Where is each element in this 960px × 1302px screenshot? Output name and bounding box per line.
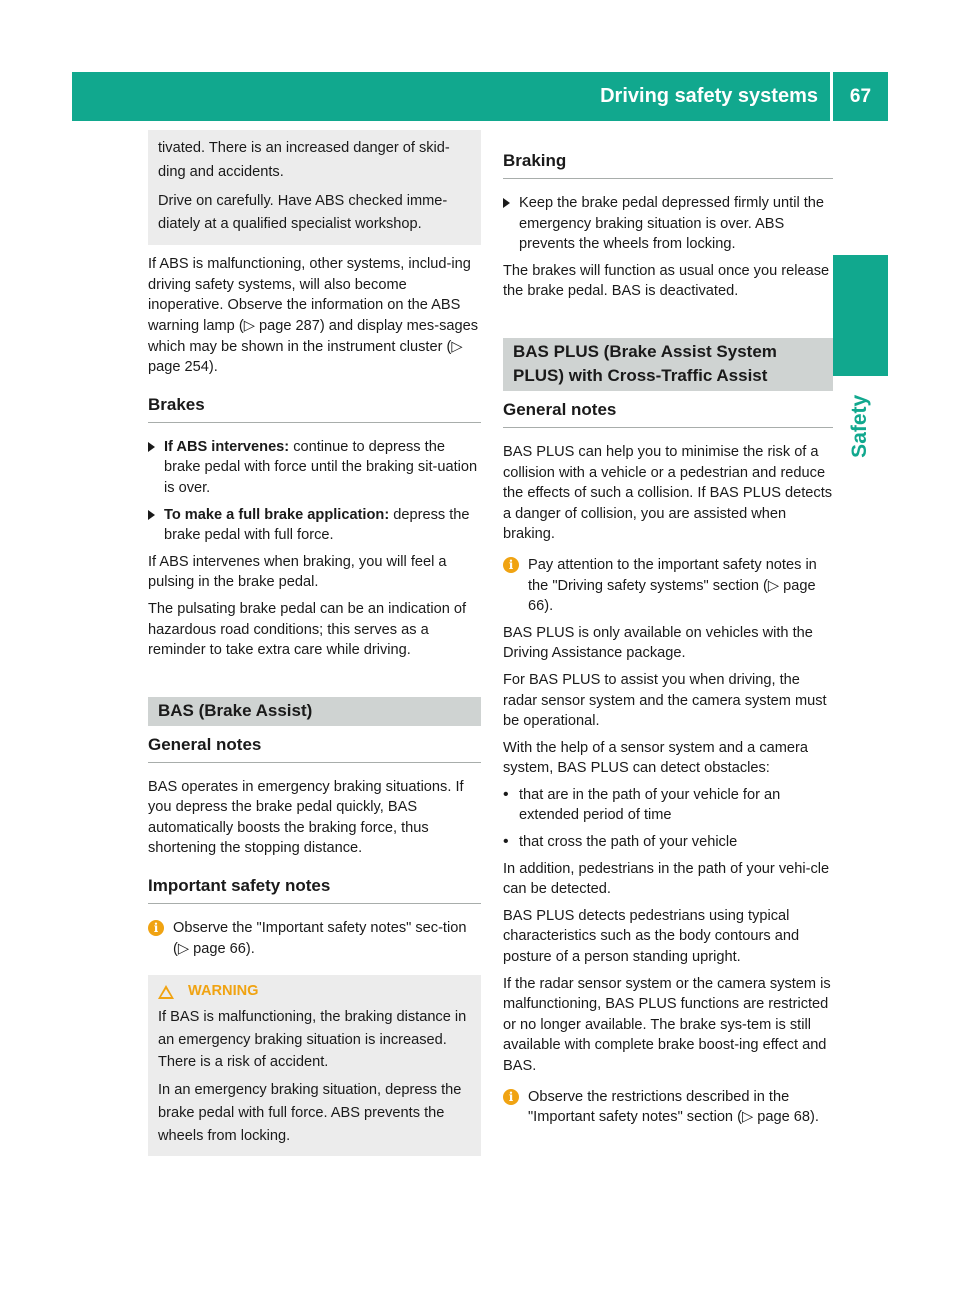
paragraph: BAS PLUS is only available on vehicles with the Driving Assistance package. [503,624,813,662]
warning-text: Drive on carefully. Have ABS checked imme-diately at a qualified specialist workshop. [158,192,448,233]
bas-section-heading: BAS (Brake Assist) [148,697,481,726]
step-text [164,437,481,499]
general-notes-heading: General notes [503,399,833,428]
section-tab [833,376,888,476]
step-body: depress the brake pedal with full force. [164,506,470,544]
abs-malfunction-paragraph: If ABS is malfunctioning, other systems, includ-ing driving safety systems, will also become inoperative. Observe the information on the ABS warning lamp (▷ page 287) and display mes-sages which may be shown in the instrument cluster (▷ page 254). [148,256,479,376]
list-item [503,832,833,853]
continued-warning-box [148,130,481,245]
step-text [164,505,481,546]
step-arrow-icon [148,505,164,546]
bas-plus-section-heading: BAS PLUS (Brake Assist System PLUS) with Cross-Traffic Assist [503,338,833,391]
list-item [503,785,833,826]
info-text: Pay attention to the important safety notes in the "Driving safety systems" section (▷ page 66). [528,556,817,615]
instruction-step [148,437,481,499]
paragraph: If the radar sensor system or the camera system is malfunctioning, BAS PLUS functions are restricted or no longer available. The brake sys-tem is still available with complete brake boost-ing effect and BAS. [503,975,831,1074]
warning-title: WARNING [188,983,259,1000]
important-safety-notes-heading: Important safety notes [148,875,481,904]
section-tab-marker [833,255,888,376]
paragraph: The brakes will function as usual once you release the brake pedal. BAS is deactivated. [503,262,830,300]
paragraph: If ABS intervenes when braking, you will feel a pulsing in the brake pedal. [148,553,447,591]
paragraph: For BAS PLUS to assist you when driving, the radar sensor system and the camera system must be operational. [503,671,827,730]
paragraph: The pulsating brake pedal can be an indication of hazardous road conditions; this serves as a reminder to take extra care while driving. [148,600,467,659]
info-note [503,555,833,617]
warning-text: tivated. There is an increased danger of skid-ding and accidents. [158,140,450,180]
step-label: To make a full brake application: [164,506,390,523]
warning-text: If BAS is malfunctioning, the braking distance in an emergency braking situation is increased. There is a risk of accident. [158,1008,467,1071]
info-note [148,918,481,959]
bullet-icon: • [503,833,509,851]
instruction-step [503,193,833,255]
bullet-icon: • [503,785,509,803]
paragraph: In addition, pedestrians in the path of your vehi-cle can be detected. [503,860,830,898]
paragraph: With the help of a sensor system and a camera system, BAS PLUS can detect obstacles: [503,739,808,777]
step-body: continue to depress the brake pedal with force until the braking sit-uation is over. [164,438,478,496]
paragraph: BAS PLUS can help you to minimise the risk of a collision with a vehicle or a pedestrian and reduce the effects of such a collision. If BAS PLUS detects a danger of collision, you are assisted when braking. [503,443,833,543]
section-tab-label: Safety [848,394,872,458]
step-arrow-icon [503,193,519,255]
left-column [148,130,481,1156]
header-bar [72,72,888,121]
page-number: 67 [849,86,872,107]
instruction-step [148,505,481,546]
right-column [503,150,833,1134]
warning-header [158,981,471,1002]
braking-heading: Braking [503,150,833,179]
step-text: Keep the brake pedal depressed firmly until the emergency braking situation is over. ABS prevents the wheels from locking. [519,195,825,253]
list-item-text: that cross the path of your vehicle [519,834,738,851]
warning-text: In an emergency braking situation, depress the brake pedal with full force. ABS prevents the wheels from locking. [158,1082,462,1144]
general-notes-heading: General notes [148,734,481,763]
info-text: Observe the "Important safety notes" sec-tion (▷ page 66). [173,920,467,957]
page-header-title: Driving safety systems [600,85,818,107]
info-note [503,1087,833,1128]
info-text: Observe the restrictions described in the "Important safety notes" section (▷ page 68). [528,1088,819,1126]
paragraph: BAS PLUS detects pedestrians using typical characteristics such as the body contours and posture of a person standing upright. [503,907,800,966]
list-item-text: that are in the path of your vehicle for an extended period of time [519,786,781,824]
info-icon [148,920,164,936]
warning-triangle-icon [158,985,174,999]
info-icon [503,1089,519,1105]
step-arrow-icon [148,437,164,499]
brakes-heading: Brakes [148,394,481,423]
info-icon [503,557,519,573]
warning-box [148,975,481,1155]
paragraph: BAS operates in emergency braking situations. If you depress the brake pedal quickly, BAS automatically boosts the braking force, thus shortening the stopping distance. [148,778,464,857]
step-label: If ABS intervenes: [164,438,290,455]
